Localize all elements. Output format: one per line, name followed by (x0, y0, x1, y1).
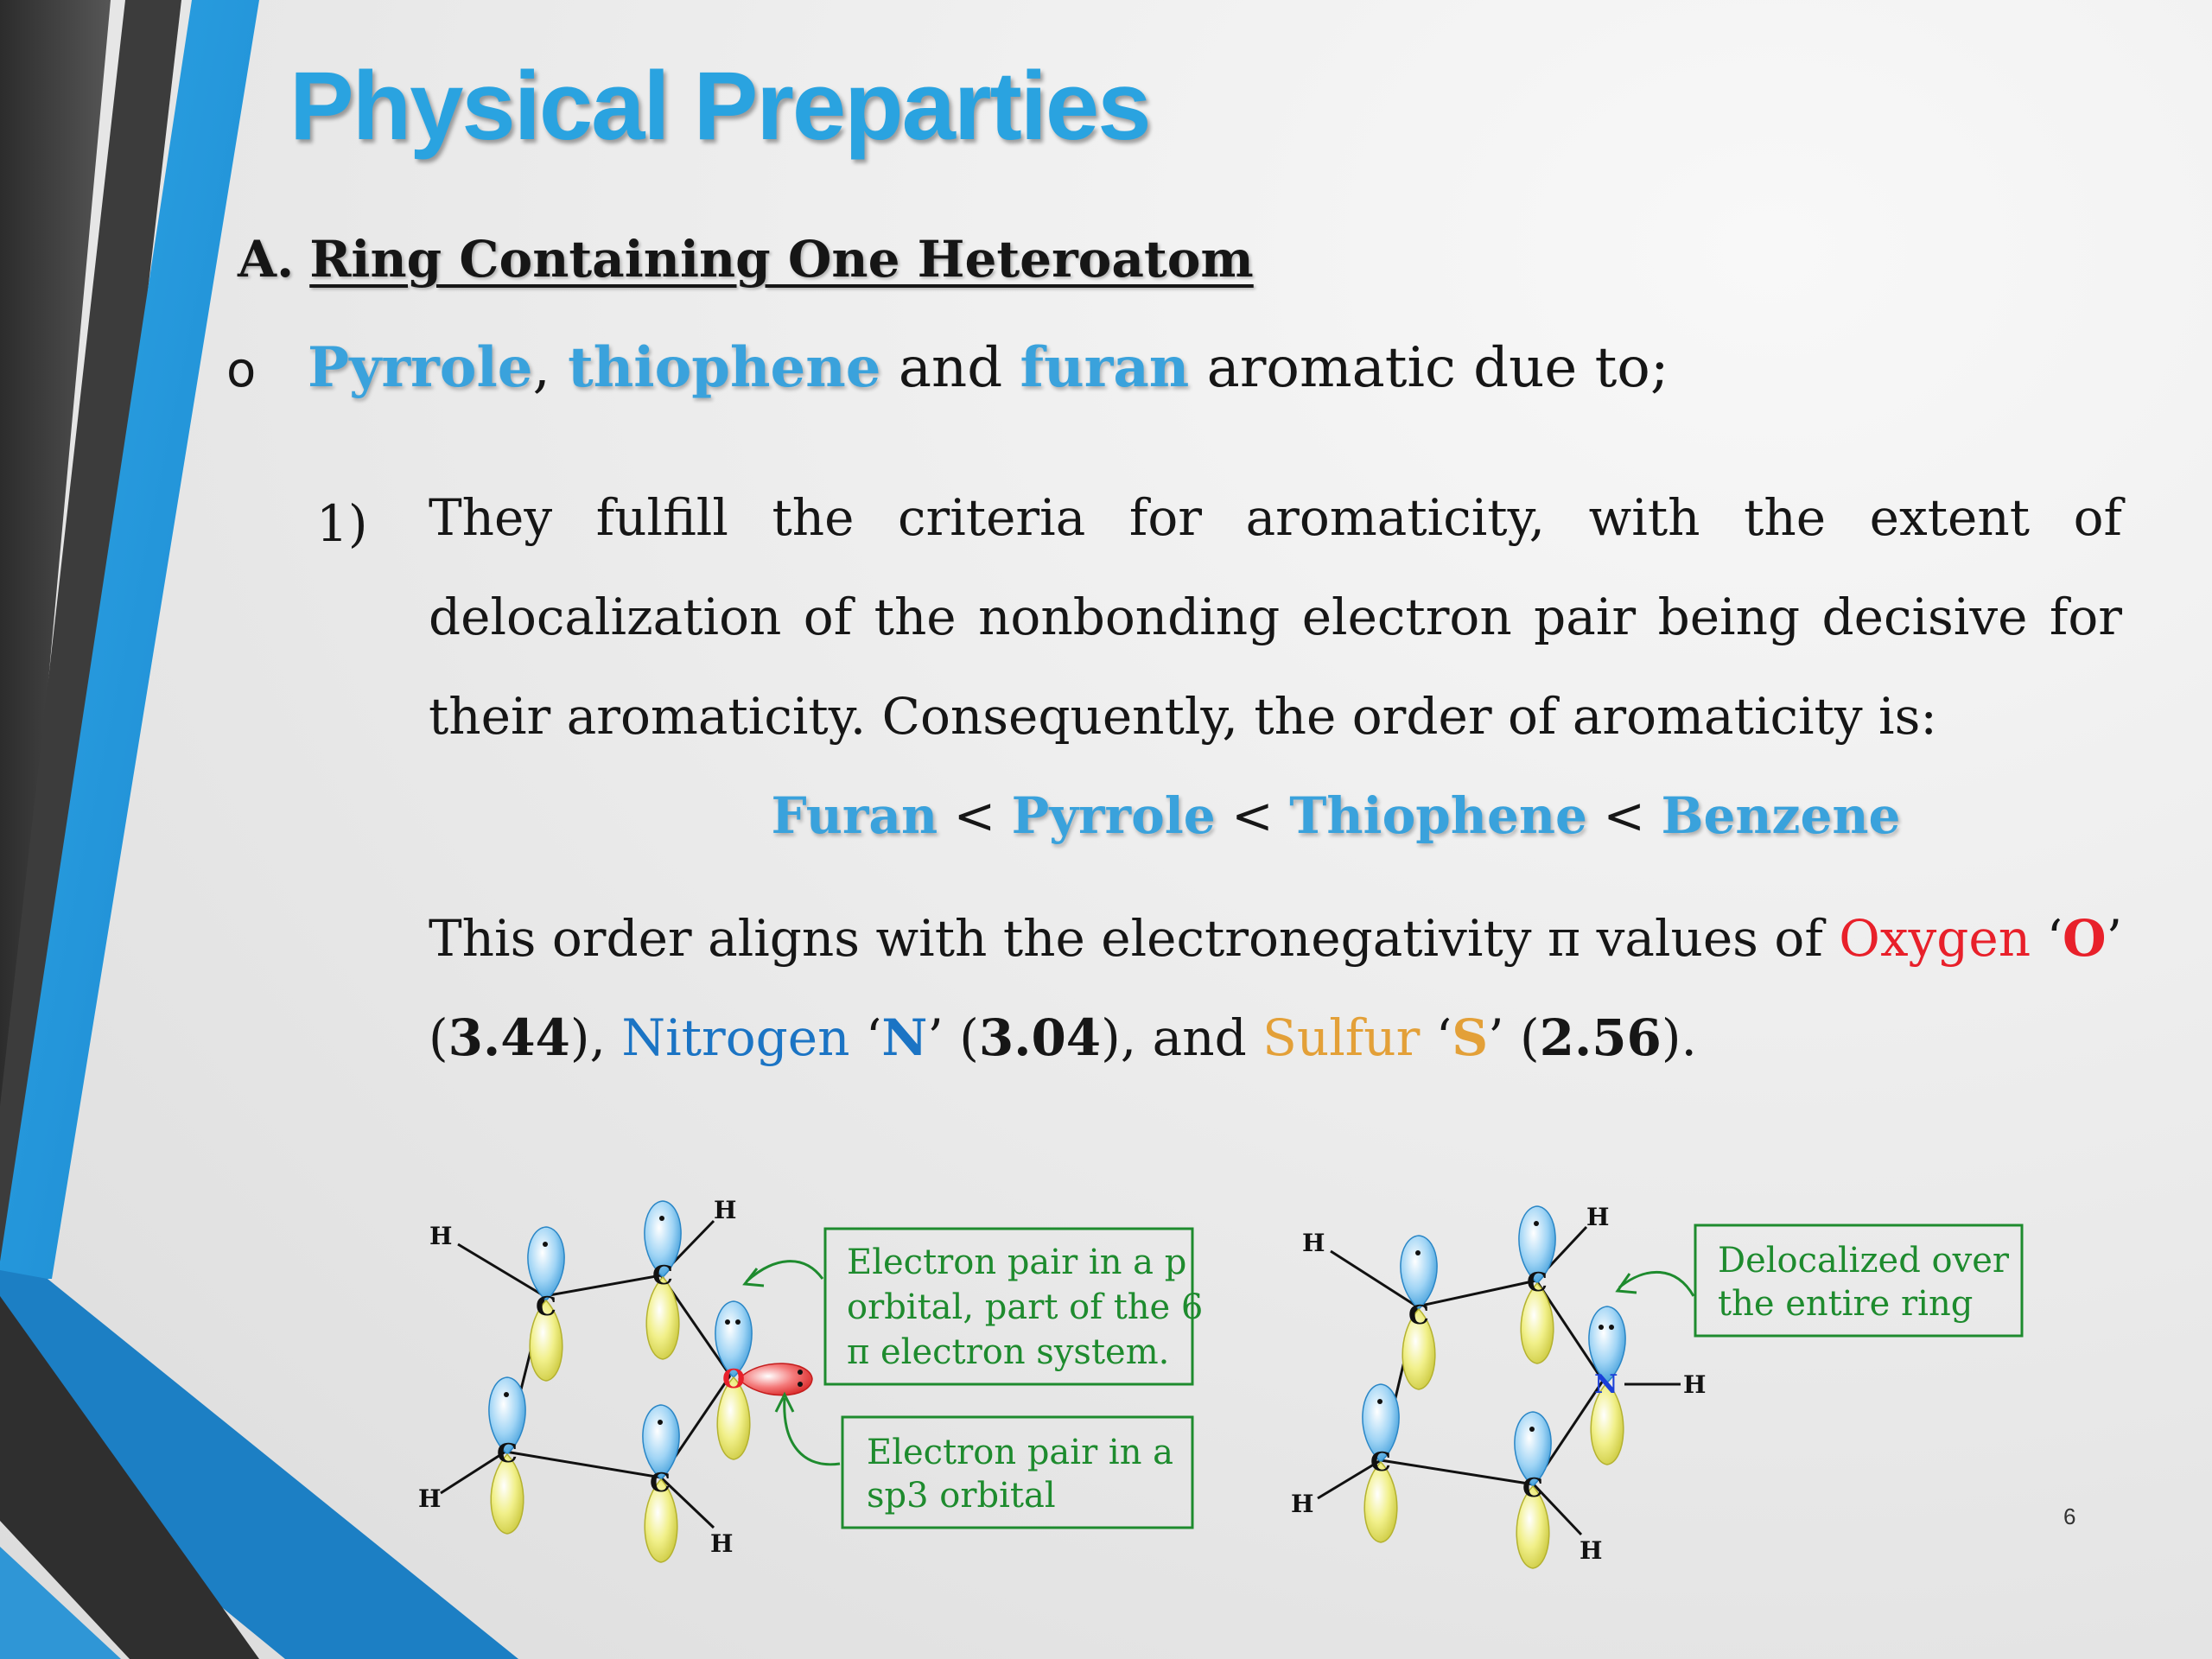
less-than: < (1603, 786, 1645, 845)
point-number: 1) (316, 494, 368, 553)
atom-c: C (652, 1261, 673, 1291)
term-pyrrole: Pyrrole (308, 335, 533, 400)
oxygen-value: 3.44 (448, 1008, 570, 1067)
order-thiophene: Thiophene (1289, 786, 1587, 845)
order-furan: Furan (771, 786, 938, 845)
order-benzene: Benzene (1661, 786, 1901, 845)
callout-p-orbital-text: Electron pair in a p orbital, part of the 6 π electron system. (847, 1243, 1204, 1372)
less-than: < (953, 786, 996, 845)
order-pyrrole: Pyrrole (1011, 786, 1216, 845)
word-and: and (1152, 1008, 1247, 1067)
term-furan: furan (1020, 335, 1190, 400)
furan-orbital-diagram (418, 1196, 1214, 1562)
slide-title: Physical Preparties (289, 52, 1150, 160)
en-intro: This order aligns with the electronegativity π values of (429, 909, 1823, 968)
comma: , (532, 336, 550, 400)
atom-c: C (497, 1439, 518, 1469)
callout-sp3-text: Electron pair in a sp3 orbital (867, 1433, 1174, 1516)
atom-c: C (536, 1292, 556, 1322)
page-number: 6 (2063, 1503, 2076, 1529)
bullet-marker: o (226, 342, 257, 398)
atom-c: C (1408, 1300, 1429, 1331)
oxygen-symbol: O (2063, 909, 2107, 968)
arrow-p-orbital (747, 1262, 823, 1281)
pyrrole-orbital-diagram (1291, 1203, 2022, 1568)
nitrogen-symbol: N (881, 1008, 928, 1067)
section-letter: A. (238, 230, 295, 289)
sulfur-name: Sulfur (1262, 1008, 1421, 1067)
atom-c: C (650, 1468, 671, 1498)
atom-c: C (1522, 1473, 1543, 1503)
atom-c: C (1370, 1447, 1391, 1478)
point-1-text: They fulfill the criteria for aromaticity, with the extent of delocalization of the nonbonding electron pair being decisive for their aromaticity. Consequently, the order of aromaticity is: (429, 488, 2122, 746)
less-than: < (1231, 786, 1274, 845)
nitrogen-value: 3.04 (978, 1008, 1102, 1067)
atom-c: C (1527, 1268, 1548, 1298)
furan-oxygen-sp3-orbital (739, 1363, 812, 1395)
sulfur-symbol: S (1452, 1008, 1489, 1067)
oxygen-name: Oxygen (1839, 909, 2031, 968)
atom-oxygen: O (722, 1364, 746, 1395)
atom-h: H (1291, 1490, 1314, 1518)
atom-nitrogen: N (1594, 1370, 1618, 1400)
word-and: and (898, 336, 1003, 400)
atom-h: H (429, 1222, 453, 1250)
callout-delocalized-text: Delocalized over the entire ring (1718, 1241, 2009, 1324)
bullet-rest: aromatic due to; (1206, 336, 1669, 400)
sulfur-value: 2.56 (1539, 1008, 1662, 1067)
atom-h: H (418, 1484, 442, 1513)
atom-h: H (1302, 1229, 1325, 1257)
electronegativity-text: This order aligns with the electronegativity π values of Oxygen ‘O’ (3.44), Nitrogen ‘N’ (3.04), and Sulfur ‘S’ (2.56). (429, 909, 2122, 1067)
atom-h: H (1683, 1370, 1707, 1399)
section-title: Ring Containing One Heteroatom (309, 230, 1254, 289)
term-thiophene: thiophene (568, 335, 881, 400)
atom-h: H (1586, 1203, 1610, 1231)
atom-h: H (710, 1529, 734, 1558)
nitrogen-name: Nitrogen (621, 1008, 850, 1067)
atom-h: H (1580, 1536, 1603, 1565)
atom-h: H (714, 1196, 737, 1224)
